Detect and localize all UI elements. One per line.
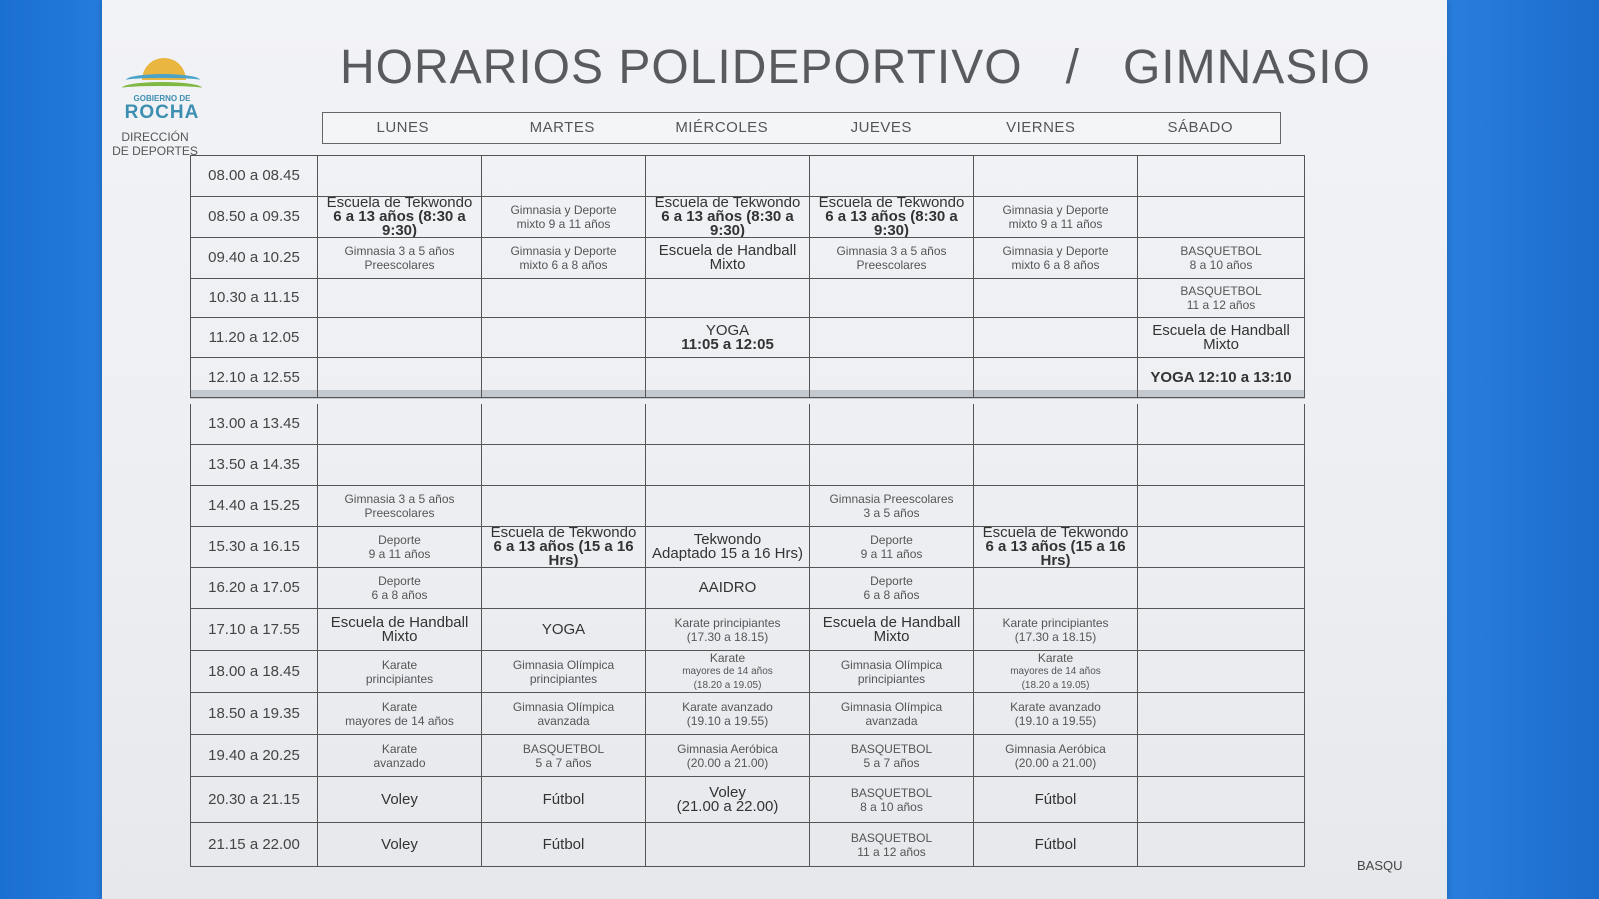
activity-cell: [646, 238, 810, 279]
activity-text: Fútbol: [542, 835, 585, 853]
activity-cell: [482, 693, 646, 735]
activity-cell: [974, 404, 1138, 445]
activity-text: BASQUETBOL: [850, 830, 933, 845]
activity-text: Mixto: [381, 627, 418, 645]
activity-cell: [810, 693, 974, 735]
activity-cell: [646, 155, 810, 197]
activity-text: (19.10 a 19.55): [686, 713, 769, 728]
activity-cell: [482, 318, 646, 358]
schedule-row: [190, 735, 1305, 777]
activity-text: 5 a 7 años: [863, 755, 920, 770]
activity-text: Escuela de Tekwondo: [326, 197, 473, 211]
activity-cell: [1138, 777, 1305, 823]
time-slot: 10.30 a 11.15: [190, 279, 318, 318]
activity-text: avanzado: [373, 755, 426, 770]
activity-cell: [482, 404, 646, 445]
activity-text: BASQUETBOL: [1180, 244, 1262, 258]
activity-text: 11:05 a 12:05: [681, 335, 774, 353]
time-slot: 08.00 a 08.45: [190, 155, 318, 197]
schedule-row: [190, 358, 1305, 398]
activity-cell: [482, 651, 646, 693]
activity-cell: [646, 609, 810, 651]
activity-text: Tekwondo: [693, 531, 762, 548]
activity-text: Preescolares: [364, 258, 435, 272]
schedule-row: [190, 197, 1305, 238]
activity-cell: [318, 238, 482, 279]
activity-text: 6 a 13 años (15 a 16 Hrs): [985, 538, 1126, 568]
time-slot: 16.20 a 17.05: [190, 568, 318, 609]
activity-cell: [482, 155, 646, 197]
activity-text: Karate: [381, 699, 418, 714]
activity-text: 6 a 13 años (8:30 a 9:30): [661, 208, 794, 238]
activity-text: 11 a 12 años: [857, 844, 926, 859]
schedule-row: [190, 155, 1305, 197]
time-slot: 17.10 a 17.55: [190, 609, 318, 651]
activity-cell: [1138, 486, 1305, 527]
schedule-row: [190, 609, 1305, 651]
activity-cell: [974, 318, 1138, 358]
activity-text: avanzada: [865, 713, 918, 728]
activity-cell: [1138, 404, 1305, 445]
activity-text: 9 a 11 años: [860, 547, 923, 561]
activity-cell: [1138, 445, 1305, 486]
activity-cell: [482, 568, 646, 609]
activity-text: Voley: [381, 790, 418, 808]
activity-cell: [1138, 823, 1305, 867]
activity-text: YOGA 12:10 a 13:10: [1150, 368, 1292, 386]
activity-cell: [974, 445, 1138, 486]
schedule-row: [190, 693, 1305, 735]
activity-cell: [482, 527, 646, 568]
activity-text: Gimnasia y Deporte: [1002, 244, 1109, 258]
activity-cell: [482, 823, 646, 867]
activity-text: Gimnasia Aeróbica: [677, 741, 778, 756]
activity-cell: [810, 238, 974, 279]
activity-text: Gimnasia y Deporte: [510, 244, 617, 258]
activity-text: Mixto: [873, 627, 910, 645]
activity-text: (21.00 a 22.00): [676, 797, 779, 815]
activity-cell: [810, 445, 974, 486]
activity-text: BASQUETBOL: [522, 741, 605, 756]
activity-text: principiantes: [857, 671, 926, 686]
activity-text: (19.10 a 19.55): [1014, 713, 1097, 728]
activity-text: Fútbol: [542, 790, 585, 808]
department-line-2: DE DEPORTES: [112, 144, 198, 158]
activity-text: Gimnasia Olímpica: [840, 699, 943, 714]
activity-cell: [482, 486, 646, 527]
activity-text: 6 a 13 años (8:30 a 9:30): [825, 208, 958, 238]
activity-text: Mixto: [1203, 335, 1239, 353]
activity-text: Karate avanzado: [682, 699, 773, 714]
activity-text: 6 a 8 años: [863, 588, 920, 602]
activity-text: mixto 6 a 8 años: [1011, 258, 1100, 272]
activity-text: Fútbol: [1034, 835, 1077, 853]
time-slot: 19.40 a 20.25: [190, 735, 318, 777]
activity-cell: [482, 735, 646, 777]
activity-cell: [974, 735, 1138, 777]
activity-cell: [646, 777, 810, 823]
activity-text: 9 a 11 años: [368, 547, 431, 561]
time-slot: 11.20 a 12.05: [190, 318, 318, 358]
activity-cell: [1138, 318, 1305, 358]
time-slot: 18.00 a 18.45: [190, 651, 318, 693]
activity-cell: [318, 651, 482, 693]
activity-cell: [318, 735, 482, 777]
activity-cell: [974, 358, 1138, 398]
activity-cell: [482, 197, 646, 238]
schedule-row: [190, 527, 1305, 568]
activity-text: (18.20 a 19.05): [693, 679, 762, 691]
activity-cell: [810, 279, 974, 318]
activity-text: Karate avanzado: [1010, 699, 1101, 714]
activity-text: 6 a 13 años (15 a 16 Hrs): [493, 538, 634, 568]
activity-text: Gimnasia Preescolares: [829, 492, 954, 506]
activity-text: principiantes: [365, 671, 434, 686]
activity-cell: [646, 486, 810, 527]
activity-text: Preescolares: [856, 258, 927, 272]
schedule-row: [190, 404, 1305, 445]
activity-text: Escuela de Tekwondo: [654, 197, 801, 211]
time-slot: 14.40 a 15.25: [190, 486, 318, 527]
activity-cell: [974, 609, 1138, 651]
schedule-row: [190, 568, 1305, 609]
activity-cell: [810, 318, 974, 358]
activity-cell: [810, 651, 974, 693]
activity-cell: [810, 404, 974, 445]
activity-text: BASQUETBOL: [1180, 284, 1262, 298]
activity-text: Gimnasia y Deporte: [510, 203, 617, 217]
activity-cell: [318, 609, 482, 651]
page-title: HORARIOS POLIDEPORTIVO / GIMNASIO: [340, 41, 1371, 94]
activity-text: 5 a 7 años: [535, 755, 592, 770]
activity-text: 8 a 10 años: [1189, 258, 1253, 272]
time-slot: 08.50 a 09.35: [190, 197, 318, 238]
activity-cell: [318, 197, 482, 238]
activity-text: Karate principiantes: [1002, 615, 1109, 630]
activity-cell: [482, 238, 646, 279]
activity-cell: [810, 358, 974, 398]
activity-text: avanzada: [537, 713, 590, 728]
activity-cell: [810, 735, 974, 777]
activity-cell: [646, 445, 810, 486]
activity-cell: [974, 279, 1138, 318]
blue-background-right: [1429, 0, 1599, 899]
activity-cell: [974, 568, 1138, 609]
activity-text: 8 a 10 años: [860, 799, 923, 814]
activity-cell: [810, 823, 974, 867]
activity-text: BASQUETBOL: [850, 741, 933, 756]
activity-cell: [1138, 568, 1305, 609]
activity-text: mayores de 14 años: [682, 665, 773, 677]
wave-icon: [122, 82, 202, 94]
activity-text: Adaptado 15 a 16 Hrs): [652, 545, 803, 562]
activity-cell: [646, 527, 810, 568]
schedule-row: [190, 651, 1305, 693]
time-slot: 09.40 a 10.25: [190, 238, 318, 279]
time-slot: 12.10 a 12.55: [190, 358, 318, 398]
activity-cell: [1138, 693, 1305, 735]
day-label: MIÉRCOLES: [675, 119, 769, 136]
activity-text: Mixto: [709, 256, 746, 273]
activity-text: Voley: [709, 783, 746, 801]
activity-text: Escuela de Tekwondo: [982, 527, 1129, 541]
activity-text: (18.20 a 19.05): [1021, 679, 1090, 691]
activity-cell: [1138, 155, 1305, 197]
time-slot: 13.50 a 14.35: [190, 445, 318, 486]
activity-text: Deporte: [378, 574, 421, 588]
activity-cell: [1138, 279, 1305, 318]
activity-cell: [810, 527, 974, 568]
time-slot: 21.15 a 22.00: [190, 823, 318, 867]
activity-text: Karate: [1037, 651, 1074, 665]
activity-text: Gimnasia 3 a 5 años: [836, 244, 947, 258]
logo-small-text: GOBIERNO DE: [133, 94, 191, 103]
activity-text: 6 a 8 años: [371, 588, 428, 602]
activity-cell: [646, 735, 810, 777]
activity-text: Voley: [381, 835, 418, 853]
activity-text: Karate: [381, 741, 418, 756]
day-label: MARTES: [529, 119, 595, 136]
department-name: [90, 130, 220, 158]
activity-cell: [646, 197, 810, 238]
activity-text: Gimnasia 3 a 5 años: [344, 492, 455, 506]
activity-text: Escuela de Handball: [330, 613, 469, 631]
activity-cell: [974, 823, 1138, 867]
schedule-row: [190, 238, 1305, 279]
activity-cell: [646, 651, 810, 693]
activity-cell: [974, 238, 1138, 279]
activity-cell: [318, 568, 482, 609]
activity-cell: [318, 777, 482, 823]
activity-cell: [482, 445, 646, 486]
activity-text: Karate: [709, 651, 746, 665]
activity-cell: [1138, 358, 1305, 398]
activity-cell: [318, 155, 482, 197]
day-label: SÁBADO: [1167, 119, 1234, 136]
schedule-row: [190, 318, 1305, 358]
day-label: VIERNES: [1006, 119, 1076, 136]
activity-text: YOGA: [541, 620, 586, 638]
activity-text: (17.30 a 18.15): [686, 629, 769, 644]
time-slot: 15.30 a 16.15: [190, 527, 318, 568]
activity-text: mixto 6 a 8 años: [519, 258, 608, 272]
activity-cell: [1138, 527, 1305, 568]
activity-cell: [318, 527, 482, 568]
activity-text: Escuela de Handball: [822, 613, 961, 631]
day-label: LUNES: [376, 119, 430, 136]
activity-cell: [646, 823, 810, 867]
activity-cell: [482, 358, 646, 398]
activity-cell: [646, 693, 810, 735]
activity-text: Escuela de Handball: [1152, 321, 1290, 339]
activity-cell: [974, 527, 1138, 568]
activity-cell: [482, 279, 646, 318]
activity-cell: [1138, 609, 1305, 651]
day-label: JUEVES: [850, 119, 912, 136]
activity-cell: [646, 404, 810, 445]
activity-text: mixto 9 a 11 años: [1008, 217, 1103, 231]
activity-cell: [810, 155, 974, 197]
activity-cell: [646, 568, 810, 609]
activity-text: Gimnasia Olímpica: [840, 657, 943, 672]
activity-cell: [974, 777, 1138, 823]
activity-text: (20.00 a 21.00): [1014, 755, 1097, 770]
activity-text: YOGA: [705, 321, 750, 339]
activity-text: Preescolares: [364, 506, 435, 520]
days-header: [322, 112, 1281, 144]
activity-text: 6 a 13 años (8:30 a 9:30): [333, 208, 466, 238]
activity-cell: [646, 358, 810, 398]
activity-cell: [318, 445, 482, 486]
activity-text: mayores de 14 años: [1010, 665, 1101, 677]
department-line-1: DIRECCIÓN: [121, 130, 189, 144]
activity-cell: [1138, 238, 1305, 279]
schedule-row: [190, 279, 1305, 318]
time-slot: 18.50 a 19.35: [190, 693, 318, 735]
activity-cell: [974, 486, 1138, 527]
activity-text: (20.00 a 21.00): [686, 755, 769, 770]
activity-cell: [1138, 197, 1305, 238]
activity-text: (17.30 a 18.15): [1014, 629, 1097, 644]
activity-text: Gimnasia Aeróbica: [1005, 741, 1106, 756]
activity-cell: [318, 486, 482, 527]
activity-text: BASQUETBOL: [850, 785, 933, 800]
activity-cell: [810, 486, 974, 527]
activity-cell: [318, 404, 482, 445]
schedule-row: [190, 486, 1305, 527]
activity-text: principiantes: [529, 671, 598, 686]
activity-text: Karate principiantes: [674, 615, 781, 630]
activity-text: Escuela de Handball: [658, 242, 797, 259]
activity-text: Karate: [381, 657, 418, 672]
activity-text: mayores de 14 años: [345, 713, 454, 728]
activity-cell: [646, 318, 810, 358]
activity-cell: [810, 568, 974, 609]
activity-text: Gimnasia Olímpica: [512, 699, 615, 714]
activity-text: Escuela de Tekwondo: [490, 527, 637, 541]
activity-cell: [810, 197, 974, 238]
activity-text: 11 a 12 años: [1186, 298, 1256, 312]
activity-text: Deporte: [378, 533, 421, 547]
time-slot: 20.30 a 21.15: [190, 777, 318, 823]
activity-cell: [646, 279, 810, 318]
logo-big-text: ROCHA: [124, 102, 200, 123]
activity-cell: [974, 651, 1138, 693]
corner-text: BASQU: [1357, 858, 1403, 873]
activity-text: Gimnasia y Deporte: [1002, 203, 1109, 217]
activity-text: AAIDRO: [698, 579, 757, 596]
activity-cell: [318, 279, 482, 318]
activity-text: Gimnasia 3 a 5 años: [344, 244, 455, 258]
activity-cell: [482, 777, 646, 823]
activity-text: Escuela de Tekwondo: [818, 197, 965, 211]
activity-cell: [974, 197, 1138, 238]
schedule-row: [190, 445, 1305, 486]
time-slot: 13.00 a 13.45: [190, 404, 318, 445]
activity-cell: [482, 609, 646, 651]
activity-cell: [1138, 651, 1305, 693]
activity-text: mixto 9 a 11 años: [516, 217, 611, 231]
activity-cell: [810, 609, 974, 651]
schedule-grid: [190, 155, 1305, 877]
activity-text: Deporte: [870, 533, 913, 547]
activity-cell: [974, 693, 1138, 735]
schedule-row: [190, 823, 1305, 867]
activity-cell: [810, 777, 974, 823]
schedule-row: [190, 777, 1305, 823]
activity-cell: [318, 823, 482, 867]
activity-text: Fútbol: [1034, 790, 1077, 808]
activity-cell: [318, 358, 482, 398]
activity-text: Gimnasia Olímpica: [512, 657, 615, 672]
activity-cell: [1138, 735, 1305, 777]
activity-cell: [318, 318, 482, 358]
activity-cell: [974, 155, 1138, 197]
activity-text: Deporte: [870, 574, 913, 588]
activity-cell: [318, 693, 482, 735]
activity-text: 3 a 5 años: [863, 506, 920, 520]
